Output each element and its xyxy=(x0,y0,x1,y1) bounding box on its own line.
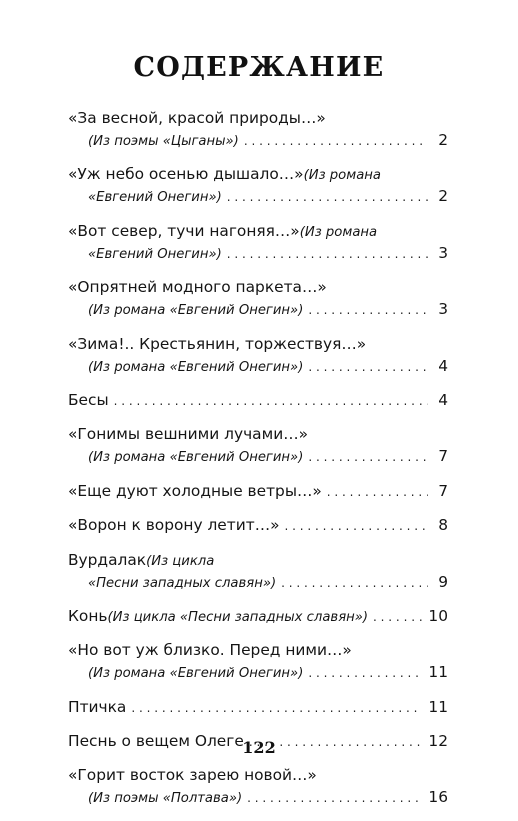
dot-leader xyxy=(373,606,422,628)
toc-entry-title-line xyxy=(68,276,448,298)
dot-leader xyxy=(327,481,428,503)
dot-leader xyxy=(227,243,428,265)
toc-entry-source: (Из цикла «Песни западных славян») xyxy=(107,609,369,625)
toc-entry-subtitle-line xyxy=(68,298,448,320)
toc-entry-title: Вурдалак xyxy=(68,550,147,569)
toc-entry-title-line xyxy=(68,549,448,571)
toc-entry-source: (Из романа xyxy=(303,168,381,184)
toc-page-number: 11 xyxy=(428,663,448,682)
toc-entry-title-line xyxy=(68,514,448,536)
toc-entry-title: «Но вот уж близко. Перед ними…» xyxy=(68,641,352,660)
toc-entry-subtitle: (Из романа «Евгений Онегин») xyxy=(88,450,304,466)
toc-page-number: 8 xyxy=(438,516,448,535)
toc-entry xyxy=(68,549,448,593)
toc-entry-title-line xyxy=(68,107,448,129)
toc-entry-title-line xyxy=(68,764,448,786)
table-of-contents xyxy=(68,107,448,821)
toc-entry-subtitle-line xyxy=(68,786,448,808)
toc-entry-title-line xyxy=(68,696,448,718)
toc-page-number: 7 xyxy=(438,481,448,500)
toc-entry-subtitle: «Песни западных славян») xyxy=(88,575,277,591)
toc-page-number: 9 xyxy=(438,572,448,591)
dot-leader xyxy=(285,515,428,537)
toc-page-number: 7 xyxy=(438,447,448,466)
toc-entry-title: «Вот север, тучи нагоняя…» xyxy=(68,221,300,240)
toc-entry-title-line xyxy=(68,639,448,661)
toc-entry-title: «Опрятней модного паркета…» xyxy=(68,278,327,297)
toc-page-number: 16 xyxy=(428,788,448,807)
toc-entry-title: «Горит восток зарею новой…» xyxy=(68,766,317,785)
toc-page-number: 3 xyxy=(438,300,448,319)
dot-leader xyxy=(308,662,422,684)
toc-entry xyxy=(68,163,448,207)
toc-entry xyxy=(68,276,448,320)
toc-entry-title: Птичка xyxy=(68,697,127,716)
toc-entry xyxy=(68,764,448,808)
toc-entry-title-line xyxy=(68,333,448,355)
toc-page-number: 2 xyxy=(438,187,448,206)
toc-entry-subtitle: (Из романа «Евгений Онегин») xyxy=(88,359,304,375)
toc-entry-source: (Из цикла xyxy=(146,553,215,569)
toc-entry-title: Бесы xyxy=(68,390,109,409)
toc-entry xyxy=(68,389,448,411)
toc-entry-subtitle: (Из поэмы «Полтава») xyxy=(88,791,243,807)
toc-entry-subtitle-line xyxy=(68,571,448,593)
page-number: 122 xyxy=(242,738,276,757)
toc-entry-subtitle: (Из романа «Евгений Онегин») xyxy=(88,666,304,682)
dot-leader xyxy=(247,787,422,809)
toc-entry-subtitle-line xyxy=(68,185,448,207)
toc-entry xyxy=(68,333,448,377)
toc-entry-title: «Ворон к ворону летит…» xyxy=(68,516,280,535)
toc-entry-title: «За весной, красой природы…» xyxy=(68,109,326,127)
toc-page-number: 11 xyxy=(428,697,448,716)
toc-entry-title: «Зима!.. Крестьянин, торжествуя…» xyxy=(68,334,367,353)
dot-leader xyxy=(308,356,428,378)
toc-page-number: 4 xyxy=(438,390,448,409)
toc-entry-title-line xyxy=(68,605,448,627)
toc-entry xyxy=(68,480,448,502)
toc-entry-subtitle: «Евгений Онегин») xyxy=(88,246,222,262)
toc-entry xyxy=(68,605,448,627)
toc-entry-subtitle-line xyxy=(68,129,448,151)
toc-entry-subtitle-line xyxy=(68,355,448,377)
dot-leader xyxy=(114,390,428,412)
toc-entry-title-line xyxy=(68,423,448,445)
toc-page-number: 2 xyxy=(438,131,448,149)
toc-entry-source: (Из романа xyxy=(299,224,378,240)
toc-entry-title-line xyxy=(68,163,448,185)
dot-leader xyxy=(244,130,428,152)
toc-page-number: 3 xyxy=(438,243,448,262)
toc-entry-title-line xyxy=(68,480,448,502)
toc-entry-title: Конь xyxy=(68,606,108,625)
dot-leader xyxy=(308,299,428,321)
toc-entry-title: «Гонимы вешними лучами…» xyxy=(68,425,309,444)
toc-entry xyxy=(68,220,448,264)
toc-entry-title: «Уж небо осенью дышало…» xyxy=(68,165,304,184)
dot-leader xyxy=(227,186,428,208)
toc-entry xyxy=(68,696,448,718)
toc-entry xyxy=(68,514,448,536)
dot-leader xyxy=(308,446,428,468)
dot-leader xyxy=(131,697,422,719)
dot-leader xyxy=(281,572,428,594)
toc-page-number: 4 xyxy=(438,356,448,375)
toc-entry xyxy=(68,107,448,151)
toc-page-number: 10 xyxy=(428,606,448,625)
toc-entry xyxy=(68,423,448,467)
toc-entry-subtitle: (Из поэмы «Цыганы») xyxy=(88,134,239,149)
toc-entry-title-line xyxy=(68,389,448,411)
toc-entry-subtitle-line xyxy=(68,445,448,467)
toc-entry-subtitle-line xyxy=(68,242,448,264)
toc-entry-subtitle-line xyxy=(68,661,448,683)
toc-entry-title-line xyxy=(68,220,448,242)
toc-entry-subtitle: «Евгений Онегин») xyxy=(88,190,222,206)
toc-page-number: 12 xyxy=(428,732,448,751)
toc-entry-title: Песнь о вещем Олеге xyxy=(68,732,244,751)
toc-entry-title: «Еще дуют холодные ветры…» xyxy=(68,481,322,500)
page-title: СОДЕРЖАНИЕ xyxy=(133,52,385,83)
toc-entry-subtitle: (Из романа «Евгений Онегин») xyxy=(88,303,304,319)
toc-entry xyxy=(68,639,448,683)
